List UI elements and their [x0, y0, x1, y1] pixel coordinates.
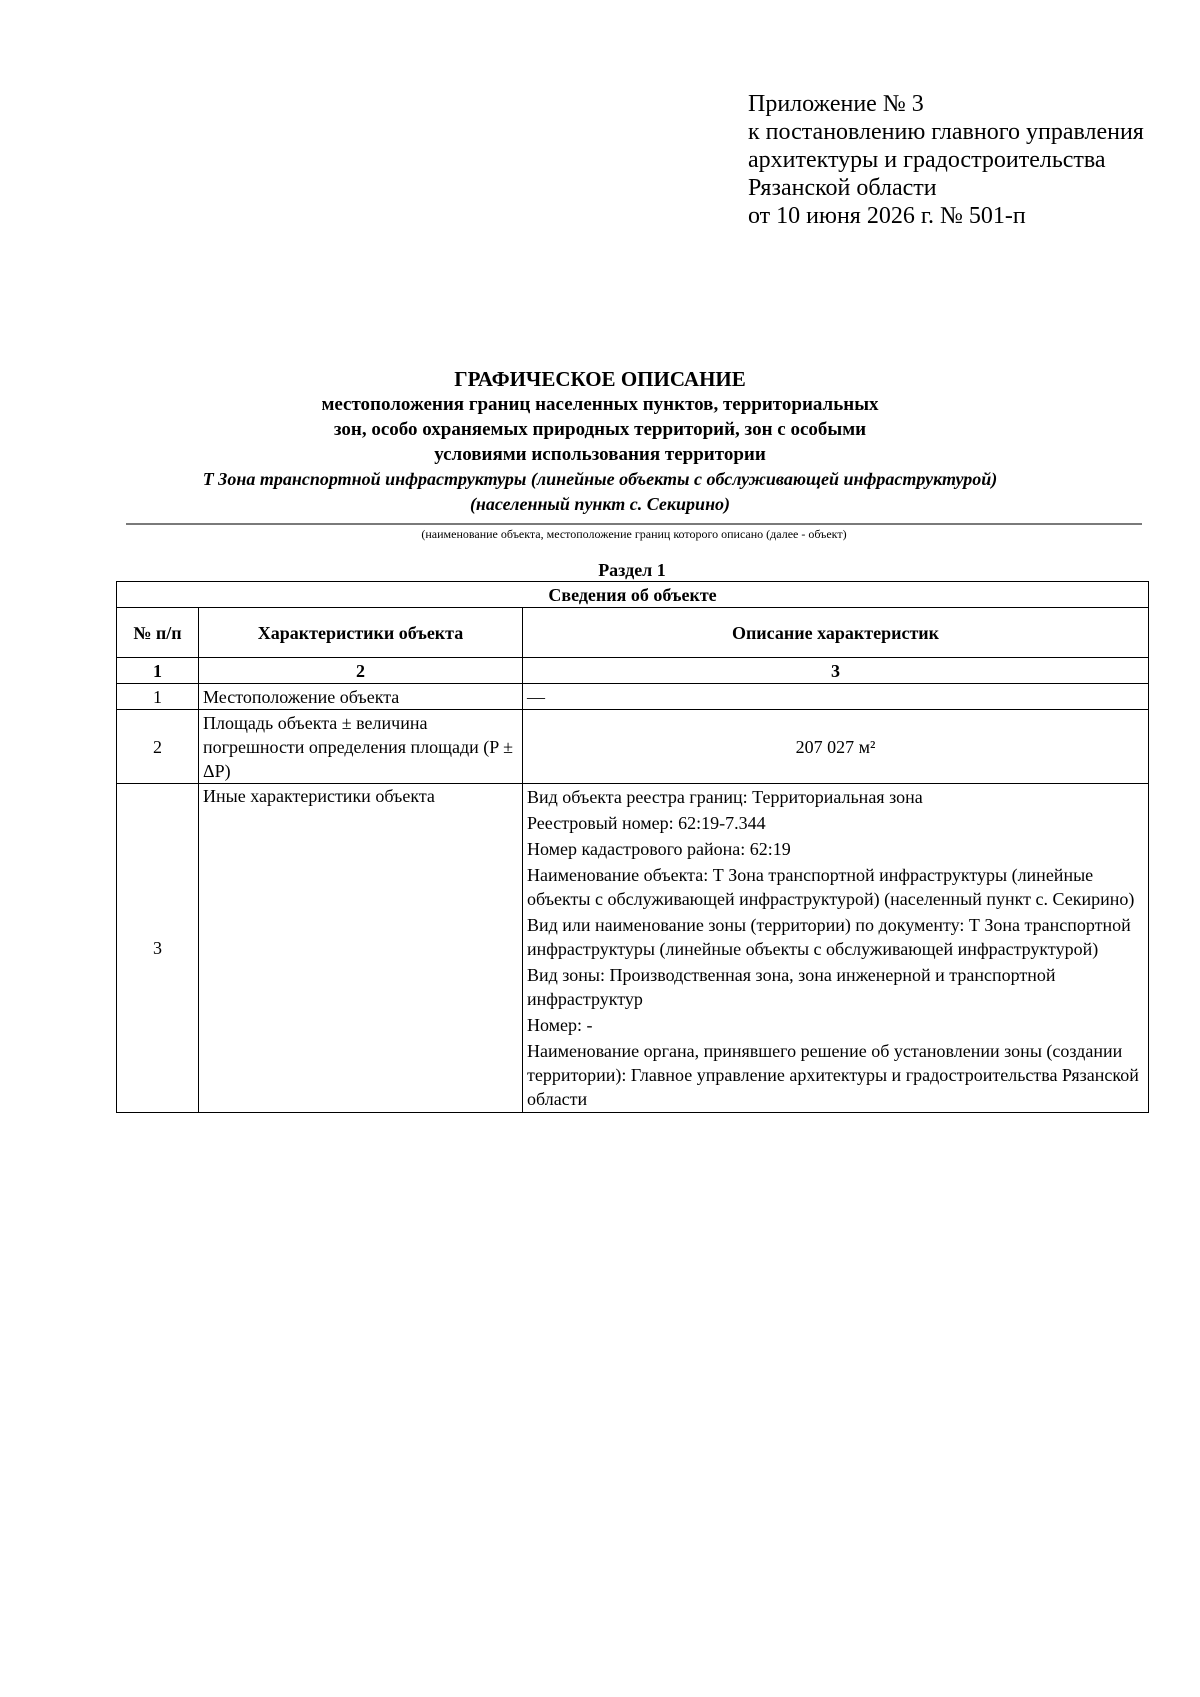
column-number: 3	[523, 658, 1149, 684]
table-row	[117, 684, 1149, 710]
column-number-row	[117, 658, 1149, 684]
header-description: Описание характеристик	[523, 608, 1149, 658]
object-info-table	[116, 581, 1149, 1113]
document-title-block	[120, 366, 1080, 517]
description-line: Наименование органа, принявшего решение об установлении зоны (создании территории): Главное управление архитектуры и градостроительства Рязанской области	[527, 1041, 1139, 1109]
document-subtitle-line: местоположения границ населенных пунктов, территориальных	[321, 394, 879, 415]
table-caption-row	[117, 582, 1149, 608]
description-line: Номер кадастрового района: 62:19	[527, 839, 791, 859]
row-characteristic: Площадь объекта ± величина погрешности определения площади (P ± ΔP)	[199, 710, 523, 784]
document-subtitle-line: условиями использования территории	[434, 444, 766, 465]
row-number: 1	[117, 684, 199, 710]
appendix-line: к постановлению главного управления	[748, 119, 1144, 145]
description-line: Наименование объекта: Т Зона транспортной инфраструктуры (линейные объекты с обслуживающей инфраструктурой) (населенный пункт с. Секирино)	[527, 865, 1135, 909]
description-line: Вид зоны: Производственная зона, зона инженерной и транспортной инфраструктур	[527, 965, 1056, 1009]
description-line: Номер: -	[527, 1015, 593, 1035]
row-description: —	[523, 684, 1149, 710]
description-line: Вид или наименование зоны (территории) по документу: Т Зона транспортной инфраструктуры (линейные объекты с обслуживающей инфраструктурой)	[527, 915, 1131, 959]
column-number: 2	[199, 658, 523, 684]
appendix-line: Приложение № 3	[748, 91, 924, 117]
object-name-line: Т Зона транспортной инфраструктуры (линейные объекты с обслуживающей инфраструктурой)	[202, 469, 998, 489]
table-row	[117, 710, 1149, 784]
appendix-line: от 10 июня 2026 г. № 501-п	[748, 203, 1026, 229]
row-number: 2	[117, 710, 199, 784]
row-description: 207 027 м²	[523, 710, 1149, 784]
appendix-header	[748, 90, 1144, 230]
underline-divider	[126, 523, 1142, 525]
table-caption: Сведения об объекте	[117, 582, 1149, 608]
row-characteristic: Иные характеристики объекта	[199, 784, 523, 1113]
table-row	[117, 784, 1149, 1113]
table-header-row	[117, 608, 1149, 658]
object-caption: (наименование объекта, местоположение границ которого описано (далее - объект)	[421, 527, 847, 541]
description-line: Реестровый номер: 62:19-7.344	[527, 813, 766, 833]
appendix-line: Рязанской области	[748, 175, 937, 201]
document-title: ГРАФИЧЕСКОЕ ОПИСАНИЕ	[454, 367, 746, 391]
description-line: Вид объекта реестра границ: Территориальная зона	[527, 787, 923, 807]
object-name-line: (населенный пункт с. Секирино)	[469, 494, 731, 514]
section-title: Раздел 1	[598, 560, 666, 580]
row-description-list	[523, 784, 1149, 1113]
row-number: 3	[117, 784, 199, 1113]
document-subtitle-line: зон, особо охраняемых природных территорий, зон с особыми	[333, 419, 867, 440]
header-number: № п/п	[117, 608, 199, 658]
appendix-line: архитектуры и градостроительства	[748, 147, 1106, 173]
row-characteristic: Местоположение объекта	[199, 684, 523, 710]
header-characteristic: Характеристики объекта	[199, 608, 523, 658]
column-number: 1	[117, 658, 199, 684]
